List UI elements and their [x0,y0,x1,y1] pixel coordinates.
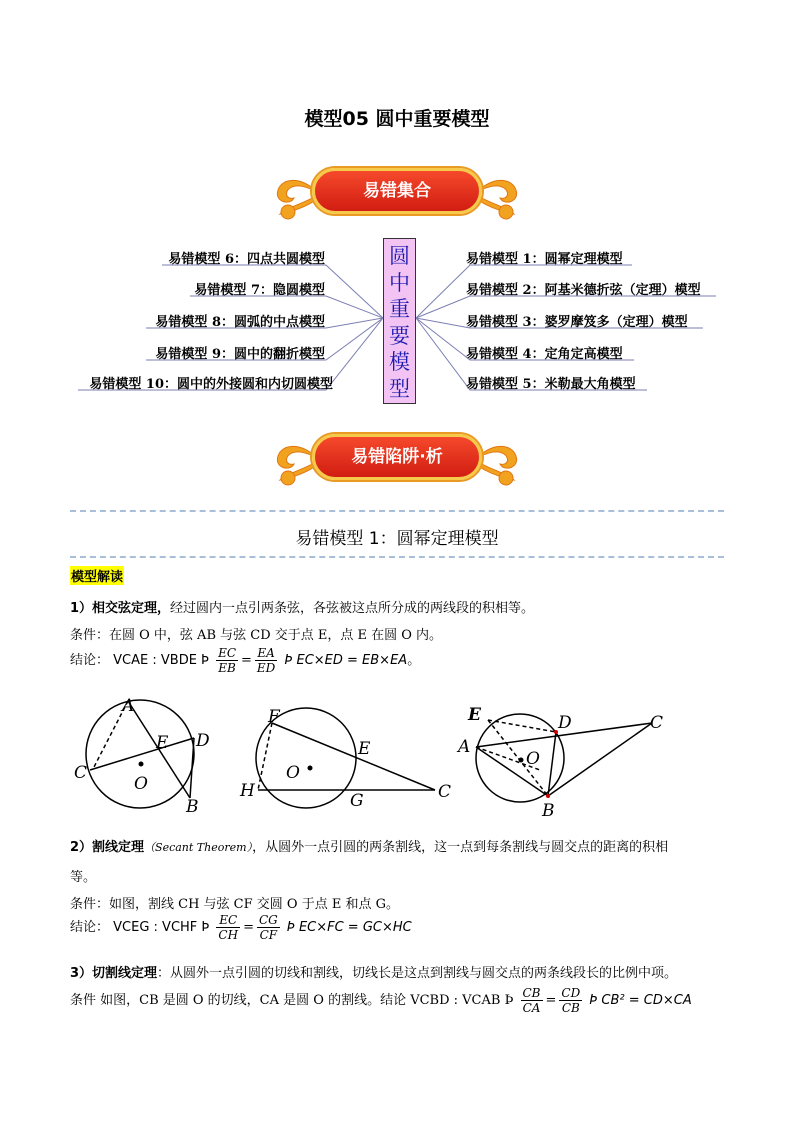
point-label: D [558,713,572,733]
equals: = [241,653,252,668]
similar-triangles: VCAE : VBDE Þ [113,653,209,668]
mindmap-left-item: 易错模型 6：四点共圆模型 [168,252,325,267]
center-point [139,762,144,767]
theorem-3-statement [70,962,677,981]
theorem-2-heading: 2）割线定理 [70,840,145,855]
center-char: 要 [389,323,410,348]
product-equation: Þ EC×ED = EB×EA [284,653,408,668]
conclusion-label: 结论： [70,920,110,935]
mindmap-left-item: 易错模型 8：圆弧的中点模型 [155,315,325,330]
divider [70,556,724,558]
theorem-2-condition: 条件：如图，割线 CH 与弦 CF 交圆 O 于点 E 和点 G。 [70,897,399,912]
theorem-3-heading: 3）切割线定理 [70,966,158,981]
theorem-1-statement [70,597,534,616]
denominator: CB [561,1001,580,1015]
point-label: H [240,781,255,801]
numerator: EC [218,646,237,660]
mindmap-left-item: 易错模型 9：圆中的翻折模型 [155,347,325,362]
point-label: E [358,739,371,759]
point-label: E [156,733,169,753]
denominator: CF [259,928,278,942]
theorem-1-heading: 1）相交弦定理， [70,601,171,616]
mindmap-right-item: 易错模型 3：婆罗摩笈多（定理）模型 [466,315,688,330]
mindmap-right-item: 易错模型 1：圆幂定理模型 [466,252,623,267]
center-point [519,758,524,763]
theorem-3-condition [70,986,692,1015]
theorem-3-text: ：从圆外一点引圆的切线和割线，切线长是这点到割线与圆交点的两条线段长的比例中项。 [157,966,678,981]
point-label: B [542,801,555,821]
point-label: G [350,791,364,811]
numerator: CG [258,913,278,927]
fraction [216,646,238,675]
geometry-figures [70,692,730,821]
center-point [308,766,313,771]
figure-secant [256,708,435,808]
conclusion-label: 结论： [70,653,110,668]
theorem-1-text: 经过圆内一点引两条弦，各弦被这点所分成的两线段的积相等。 [170,601,535,616]
divider [70,510,724,512]
fraction [255,646,277,675]
point-label: C [74,763,88,783]
fraction [559,986,582,1015]
point-label: O [286,763,300,783]
theorem-2-text-cont: 等。 [70,870,97,885]
theorem-2-statement [70,836,668,855]
mindmap-right-item: 易错模型 4：定角定高模型 [466,347,623,362]
point-label: C [438,782,452,802]
model-interpretation-tag: 模型解读 [70,566,124,585]
mindmap-center-topic [383,238,416,404]
product-equation: Þ CB² = CD×CA [589,993,692,1008]
point-label: A [122,696,135,716]
numerator: EA [255,646,277,661]
center-char: 中 [389,270,410,295]
denominator: EB [218,661,236,675]
product-equation: Þ EC×FC = GC×HC [286,920,412,935]
point-label: D [196,731,210,751]
point-marker [546,794,550,798]
theorem-1-conclusion [70,646,420,675]
equals: = [545,993,557,1008]
banner-mistake-analysis [260,422,534,492]
equals: = [243,920,254,935]
fraction [257,913,280,942]
mindmap-right-item: 易错模型 5：米勒最大角模型 [466,377,636,392]
point-label: C [650,713,664,733]
banner-mistake-collection [260,156,534,226]
section-title: 易错模型 1：圆幂定理模型 [295,529,499,549]
point-label: F [268,707,280,727]
fraction [521,986,543,1015]
numerator: CD [561,986,581,1000]
theorem-2-text: ，从圆外一点引圆的两条割线，这一点到每条割线与圆交点的距离的积相 [252,840,669,855]
banner-label: 易错集合 [363,181,431,201]
similar-triangles: VCEG : VCHF Þ [113,920,210,935]
mindmap-left-item: 易错模型 7：隐圆模型 [194,283,325,298]
condition-and-conclusion: 条件 如图，CB 是圆 O 的切线，CA 是圆 O 的割线。结论 VCBD : VCAB Þ [70,993,514,1008]
point-label: E [468,705,481,725]
banner-label: 易错陷阱·析 [351,447,443,467]
document-title: 模型05 圆中重要模型 [304,108,490,130]
point-label: A [458,737,471,757]
period: 。 [407,653,421,668]
center-char: 圆 [389,244,410,268]
point-label: B [186,797,199,817]
numerator: CB [522,986,541,1000]
mindmap-right-item: 易错模型 2：阿基米德折弦（定理）模型 [466,283,701,298]
denominator: ED [256,661,276,675]
numerator: EC [216,913,240,928]
denominator: CA [522,1001,541,1015]
point-label: O [134,774,148,794]
theorem-1-condition: 条件：在圆 O 中，弦 AB 与弦 CD 交于点 E，点 E 在圆 O 内。 [70,628,443,643]
mindmap-left-item: 易错模型 10：圆中的外接圆和内切圆模型 [89,377,333,392]
fraction [216,913,240,942]
theorem-2-english: （Secant Theorem） [144,841,253,854]
point-label: O [526,749,540,769]
center-char: 模 [389,350,410,374]
denominator: CH [218,928,239,942]
theorem-2-conclusion [70,913,412,942]
center-char: 重 [389,297,410,321]
center-char: 型 [389,376,410,401]
